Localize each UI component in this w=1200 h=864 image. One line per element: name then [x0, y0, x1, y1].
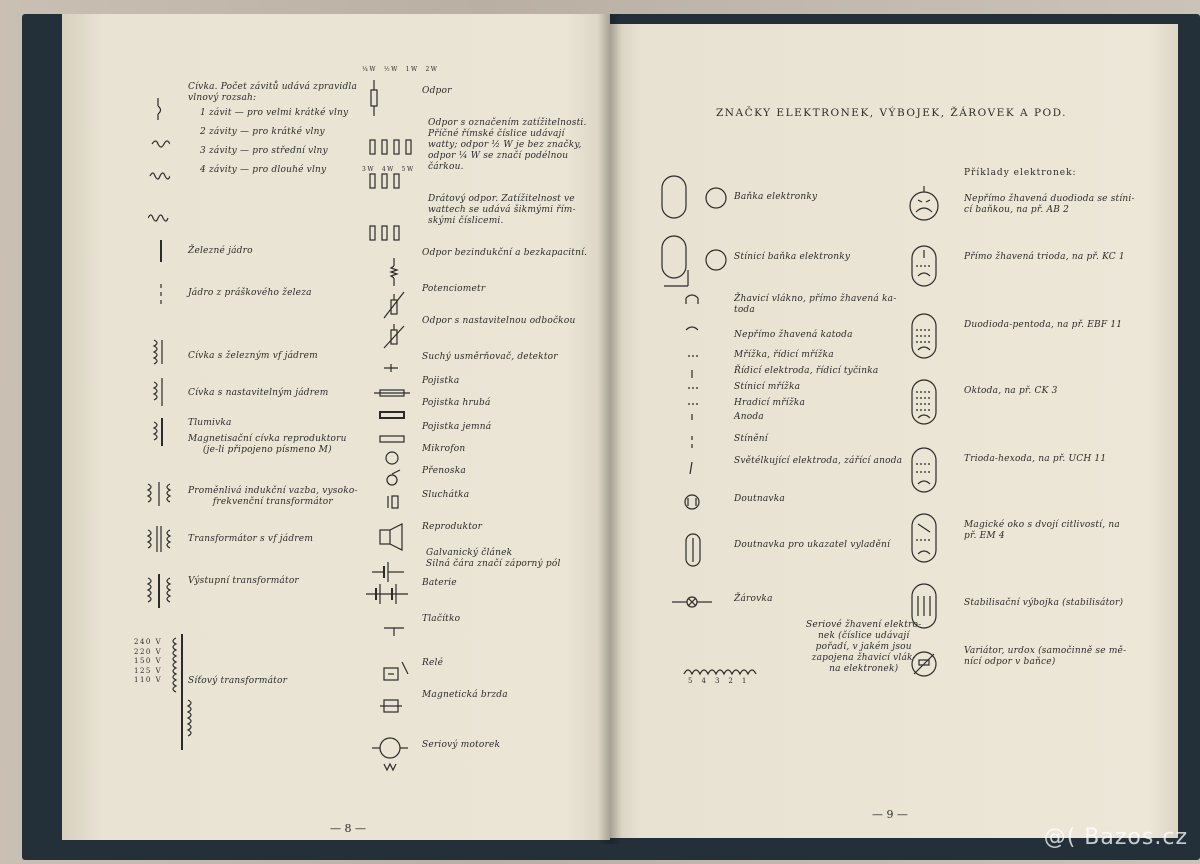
example-ebf11: Duodioda-pentoda, na př. EBF 11 [964, 320, 1123, 330]
label-zhavici-vlakno: Žhavicí vlákno, přímo žhavená ka- toda [734, 294, 897, 315]
book-gutter [598, 14, 622, 844]
label-galvanicky-clanek: Galvanický článek Silná čára značí záporný pól [426, 548, 561, 569]
filament-number-3: 3 [714, 677, 729, 685]
label-zelezne-jadro: Železné jádro [188, 246, 253, 256]
label-tlumivka: Tlumivka [188, 418, 232, 428]
coil-symbols [148, 94, 170, 234]
filament-order-numbers [688, 676, 755, 687]
mark-4w: 4W [381, 166, 395, 173]
label-transformator-vf: Transformátor s vf jádrem [188, 534, 314, 544]
label-civka-vf-jadro: Cívka s železným vf jádrem [188, 351, 318, 361]
voltage-240: 240 V [134, 638, 163, 646]
label-vystupni-transformator: Výstupní transformátor [188, 576, 299, 586]
watermark: @( Bazos.cz [1043, 825, 1188, 850]
label-jadro-praskove: Jádro z práškového železa [188, 288, 312, 298]
label-odpor-odbocka: Odpor s nastavitelnou odbočkou [422, 316, 576, 326]
example-kc1: Přímo žhavená trioda, na př. KC 1 [964, 252, 1125, 262]
label-pojistka: Pojistka [422, 376, 460, 386]
label-pojistka-jemna: Pojistka jemná [422, 422, 492, 432]
label-doutnavka: Doutnavka [734, 494, 785, 504]
label-seriovy-motorek: Seriový motorek [422, 740, 501, 750]
label-rele: Relé [422, 658, 444, 668]
mark-5w: 5W [401, 166, 415, 173]
label-hradici-mrizka: Hradicí mřížka [734, 398, 806, 408]
label-magneticka-brzda: Magnetická brzda [422, 690, 508, 700]
mark-1w: 1W [405, 66, 419, 73]
label-dratovy-odpor: Drátový odpor. Zatížitelnost ve wattech se udává šikmými řím- skými číslicemi. [428, 194, 576, 226]
label-zarovka: Žárovka [734, 594, 773, 604]
label-stinici-mrizka: Stínicí mřížka [734, 382, 801, 392]
label-civka-nastavitelna: Cívka s nastavitelným jádrem [188, 388, 329, 398]
mark-2w: 2W [425, 66, 439, 73]
label-promenliva-vazba: Proměnlivá indukční vazba, vysoko- frekvenční transformátor [188, 486, 358, 507]
label-stinici-banka: Stínicí baňka elektronky [734, 252, 851, 262]
resistor-mark-row2 [362, 164, 415, 175]
voltage-125: 125 V [134, 666, 163, 675]
page-heading: ZNAČKY ELEKTRONEK, VÝBOJEK, ŽÁROVEK A POD. [716, 107, 1068, 119]
label-neprimo-katoda: Nepřímo žhavená katoda [734, 330, 853, 340]
tube-example-symbols [906, 184, 946, 684]
label-odpor-zatizitelnost: Odpor s označením zatížitelnosti. Příčné římské číslice udávají watty; odpor ½ W je bez značky, odpor ¼ W se značí podélnou čárkou. [428, 118, 587, 172]
label-baterie: Baterie [422, 578, 457, 588]
label-mrizka: Mřížka, řídicí mřížka [734, 350, 834, 360]
page-number-left: — 8 — [330, 822, 366, 835]
right-page [610, 24, 1178, 838]
mark-quarter-w: ¼W [362, 66, 377, 73]
label-1-zavit: 1 závit — pro velmi krátké vlny [200, 108, 349, 118]
examples-heading: Příklady elektronek: [964, 168, 1077, 178]
label-prenoska: Přenoska [422, 466, 466, 476]
coil-core-symbols [148, 334, 170, 454]
example-stabilisator: Stabilisační výbojka (stabilisátor) [964, 598, 1124, 608]
label-anoda: Anoda [734, 412, 764, 422]
page-number-right: — 9 — [872, 808, 908, 821]
resistor-mark-row1 [362, 64, 438, 75]
component-symbols [364, 78, 414, 778]
core-symbols [156, 240, 166, 310]
example-em4: Magické oko s dvojí citlivostí, na př. EM 4 [964, 520, 1120, 541]
label-reproduktor: Reproduktor [422, 522, 483, 532]
label-2-zavity: 2 závity — pro krátké vlny [200, 127, 325, 137]
filament-number-2: 2 [728, 677, 742, 685]
label-mikrofon: Mikrofon [422, 444, 466, 454]
label-usmernovac: Suchý usměrňovač, detektor [422, 352, 558, 362]
filament-number-4: 4 [701, 677, 715, 685]
filament-number-1: 1 [741, 677, 756, 685]
label-odpor-bezindukcni: Odpor bezindukční a bezkapacitní. [422, 248, 588, 258]
label-banka: Baňka elektronky [734, 192, 818, 202]
tube-element-symbols [658, 174, 738, 684]
transformer-symbols [140, 478, 180, 628]
example-ab2: Nepřímo žhavená duodioda se stíni- cí baňkou, na př. AB 2 [964, 194, 1135, 215]
label-ridici-elektroda: Řídicí elektroda, řídicí tyčinka [734, 366, 879, 376]
mark-3w: 3W [362, 166, 375, 173]
example-ck3: Oktoda, na př. CK 3 [964, 386, 1058, 396]
voltage-taps [134, 638, 162, 686]
label-pojistka-hruba: Pojistka hrubá [422, 398, 491, 408]
label-tlacitko: Tlačítko [422, 614, 461, 624]
label-doutnavka-ukazatel: Doutnavka pro ukazatel vyladění [734, 540, 891, 550]
left-page [62, 14, 610, 840]
label-sluchatka: Sluchátka [422, 490, 470, 500]
label-seriove-zhaveni: Seriové žhavení elektro- nek (číslice udávají pořadí, v jakém jsou zapojena žhavicí vlák- na elektronek) [806, 620, 922, 674]
example-variator: Variátor, urdox (samočinně se mě- nící odpor v baňce) [964, 646, 1127, 667]
label-stineni: Stínění [734, 434, 768, 444]
filament-number-5: 5 [688, 677, 702, 685]
voltage-150: 150 V [134, 657, 163, 665]
example-uch11: Trioda-hexoda, na př. UCH 11 [964, 454, 1107, 464]
voltage-110: 110 V [134, 676, 163, 684]
voltage-220: 220 V [134, 647, 163, 656]
label-potenciometr: Potenciometr [422, 284, 486, 294]
label-svetelkujici: Světélkující elektroda, zářící anoda [734, 456, 903, 466]
label-magnetisacni-civka: Magnetisační cívka reproduktoru (je-li připojeno písmeno M) [188, 434, 347, 455]
label-odpor: Odpor [422, 86, 452, 96]
label-sitovy-transformator: Síťový transformátor [188, 676, 288, 686]
mark-half-w: ½W [383, 66, 399, 73]
label-4-zavity: 4 závity — pro dlouhé vlny [200, 165, 327, 175]
label-civka: Cívka. Počet závitů udává zpravidla vlnový rozsah: [188, 82, 358, 103]
label-3-zavity: 3 závity — pro střední vlny [200, 146, 328, 156]
